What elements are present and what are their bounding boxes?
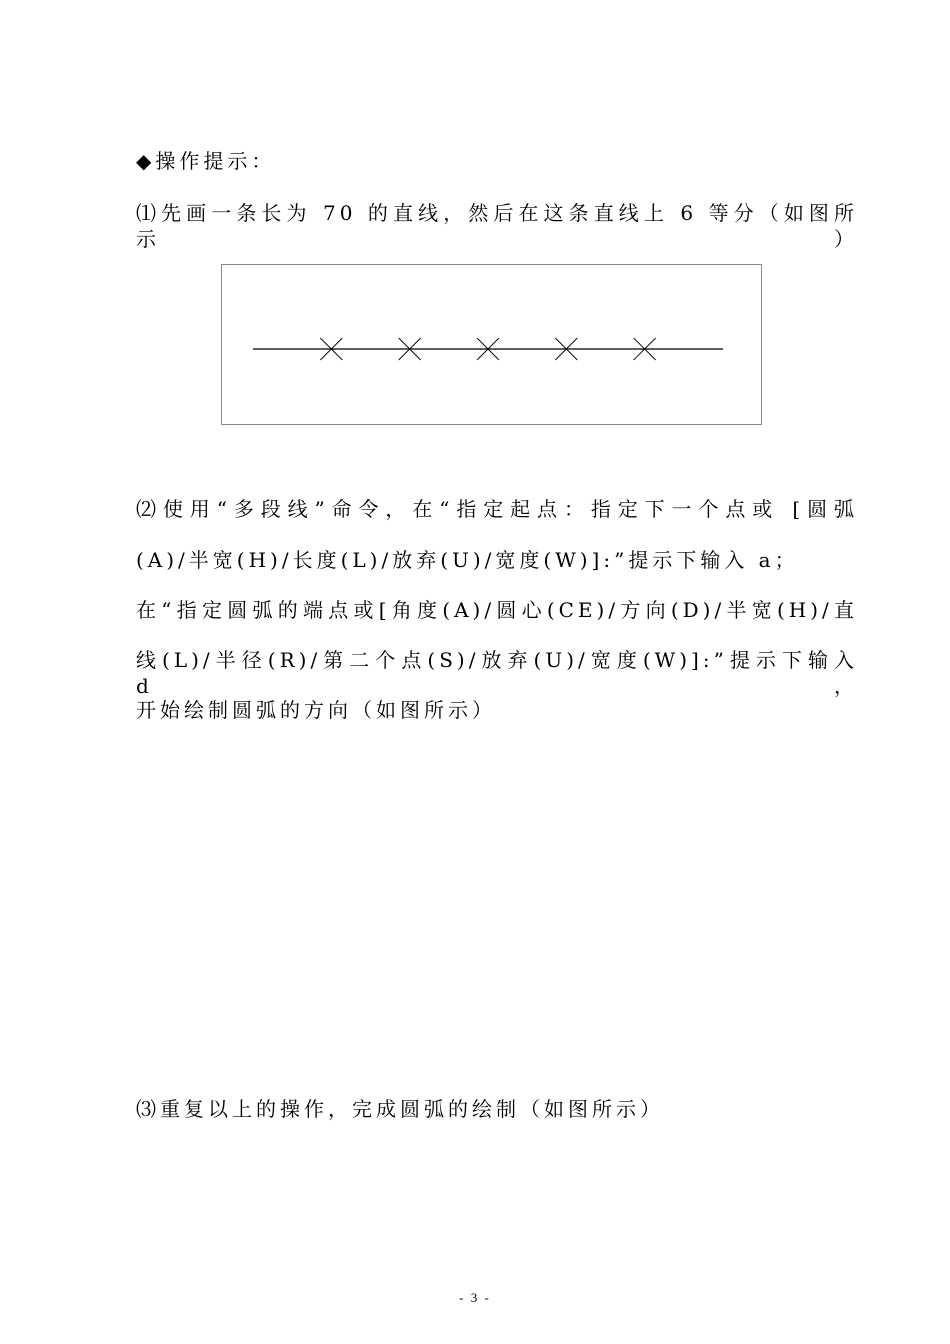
tips-heading: ◆操作提示： [136,149,276,173]
step-3-text: ⑶重复以上的操作，完成圆弧的绘制（如图所示） [136,1097,664,1121]
step-2-line-4: 线(L)/半径(R)/第二个点(S)/放弃(U)/宽度(W)]:”提示下输入 d， [136,648,858,698]
line-division-drawing [222,265,763,426]
step-2-line-3: 在“指定圆弧的端点或[角度(A)/圆心(CE)/方向(D)/半宽(H)/直 [136,598,858,622]
step-2-line-2: (A)/半宽(H)/长度(L)/放弃(U)/宽度(W)]:”提示下输入 a； [136,548,799,572]
line-division-figure [221,264,762,425]
page-number: - 3 - [459,1290,491,1305]
step-2-line-5: 开始绘制圆弧的方向（如图所示） [136,698,496,722]
step-2-line-1: ⑵使用“多段线”命令，在“指定起点：指定下一个点或 [圆弧 [136,497,858,521]
step-1-text: ⑴先画一条长为 70 的直线，然后在这条直线上 6 等分（如图所示） [136,201,858,251]
